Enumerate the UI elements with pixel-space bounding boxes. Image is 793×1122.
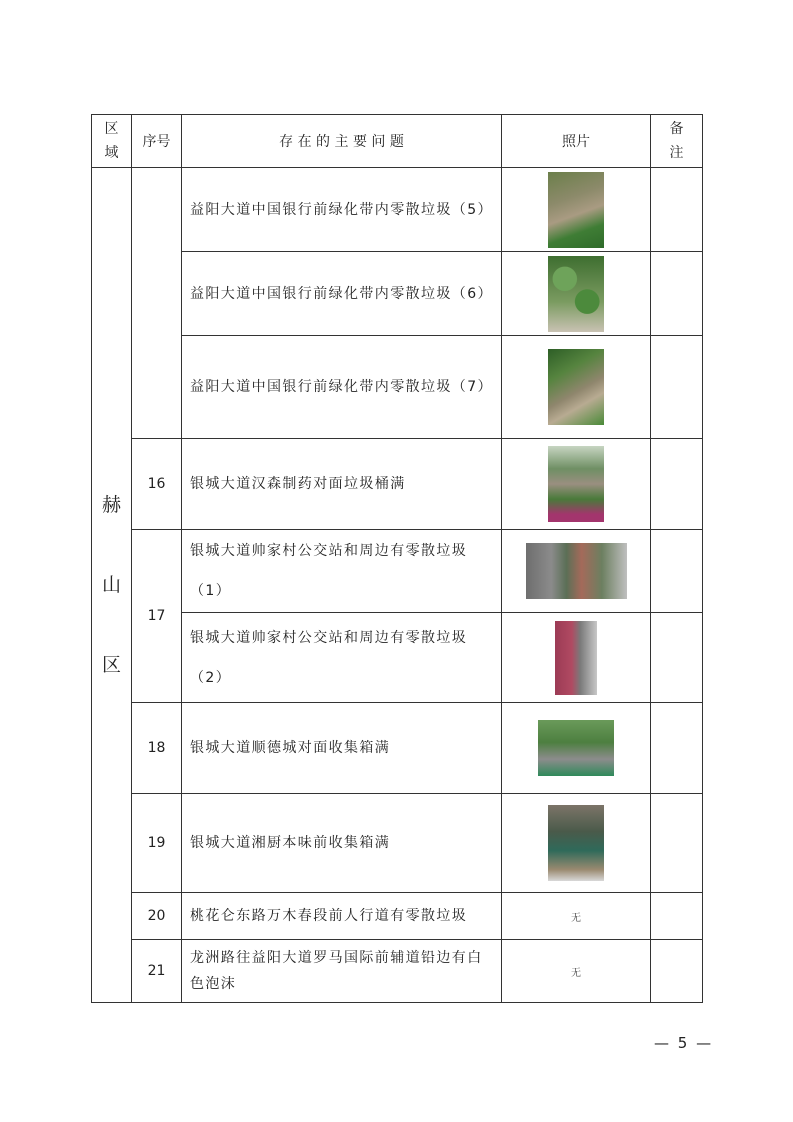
remark-cell (651, 439, 703, 530)
table-row (92, 893, 703, 940)
table-row (92, 439, 703, 530)
photo-cell (502, 703, 651, 794)
header-remark: 备 注 (651, 115, 703, 168)
table-row (92, 252, 703, 336)
seq-cell: 17 (132, 530, 182, 703)
issue-cell: 益阳大道中国银行前绿化带内零散垃圾（5） (182, 168, 502, 252)
remark-cell (651, 168, 703, 252)
region-char-2: 山 (101, 574, 121, 596)
photo-cell (502, 168, 651, 252)
header-issue: 存 在 的 主 要 问 题 (182, 115, 502, 168)
remark-cell (651, 893, 703, 940)
issue-cell: 银城大道帅家村公交站和周边有零散垃圾（1） (182, 530, 502, 613)
photo-trash-bin-full (548, 446, 604, 522)
table-row (92, 703, 703, 794)
remark-cell (651, 336, 703, 439)
seq-cell-continued (132, 168, 182, 439)
photo-green-belt-trash-7 (548, 349, 604, 425)
remark-cell (651, 940, 703, 1003)
table-row (92, 940, 703, 1003)
issue-cell: 银城大道湘厨本味前收集箱满 (182, 794, 502, 893)
seq-cell: 18 (132, 703, 182, 794)
photo-cell (502, 613, 651, 703)
photo-cell (502, 794, 651, 893)
photo-cell (502, 439, 651, 530)
seq-cell: 21 (132, 940, 182, 1003)
photo-none-text: 无 (502, 893, 651, 940)
photo-bus-stop-trash-1 (526, 543, 627, 599)
header-seq: 序号 (132, 115, 182, 168)
issue-cell: 银城大道帅家村公交站和周边有零散垃圾（2） (182, 613, 502, 703)
remark-cell (651, 613, 703, 703)
region-cell (92, 168, 132, 1003)
remark-cell (651, 703, 703, 794)
photo-collection-box-shunde (538, 720, 614, 776)
header-photo: 照片 (502, 115, 651, 168)
table-row (92, 336, 703, 439)
photo-green-belt-trash-6 (548, 256, 604, 332)
remark-cell (651, 530, 703, 613)
photo-cell (502, 252, 651, 336)
region-char-1: 赫 (101, 494, 121, 516)
photo-cell (502, 530, 651, 613)
seq-cell: 19 (132, 794, 182, 893)
issue-cell: 银城大道汉森制药对面垃圾桶满 (182, 439, 502, 530)
issue-cell: 益阳大道中国银行前绿化带内零散垃圾（6） (182, 252, 502, 336)
issues-table (91, 114, 703, 1003)
photo-collection-box-xiangchu (548, 805, 604, 881)
remark-cell (651, 252, 703, 336)
issue-cell: 桃花仑东路万木春段前人行道有零散垃圾 (182, 893, 502, 940)
header-region: 区 域 (92, 115, 132, 168)
photo-green-belt-trash-5 (548, 172, 604, 248)
table-header-row (92, 115, 703, 168)
seq-cell: 20 (132, 893, 182, 940)
photo-bus-stop-trash-2 (555, 621, 597, 695)
issue-cell: 银城大道顺德城对面收集箱满 (182, 703, 502, 794)
issue-cell: 益阳大道中国银行前绿化带内零散垃圾（7） (182, 336, 502, 439)
photo-none-text: 无 (502, 940, 651, 1003)
seq-cell: 16 (132, 439, 182, 530)
remark-cell (651, 794, 703, 893)
table-row (92, 794, 703, 893)
page-number: — 5 — (654, 1034, 714, 1052)
table-row (92, 530, 703, 613)
table-row (92, 168, 703, 252)
issue-cell: 龙洲路往益阳大道罗马国际前辅道铅边有白色泡沫 (182, 940, 502, 1003)
region-char-3: 区 (101, 654, 121, 676)
table-row (92, 613, 703, 703)
photo-cell (502, 336, 651, 439)
